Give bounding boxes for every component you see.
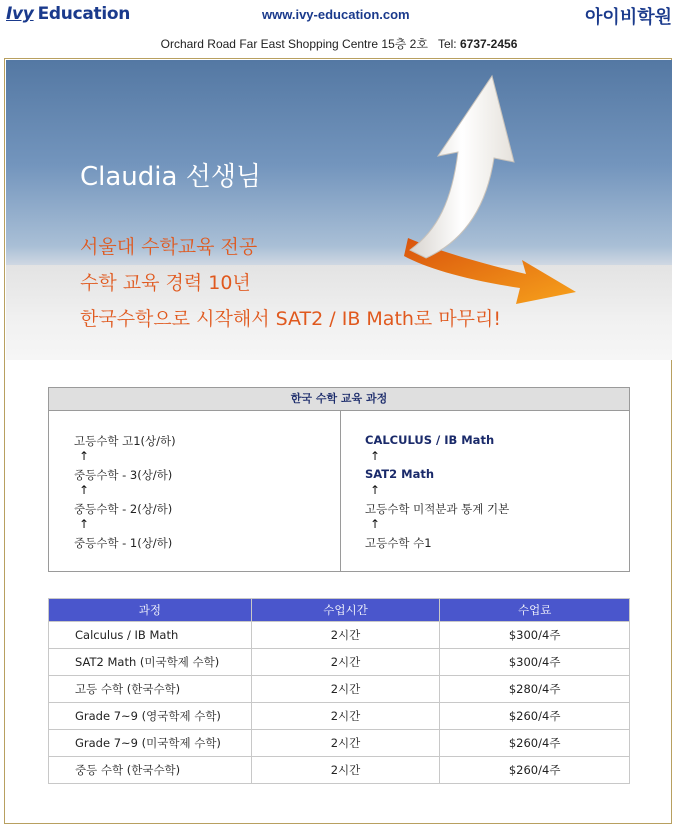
table-row <box>49 730 630 757</box>
fee-cell: $260/4주 <box>440 757 630 784</box>
teacher-name: Claudia 선생님 <box>80 162 262 192</box>
course-item: SAT2 Math <box>365 467 435 481</box>
address-text: Orchard Road Far East Shopping Centre 15층 2호 <box>160 37 428 51</box>
white-arrow-icon <box>410 76 514 258</box>
korean-logo[interactable]: 아이비학원 <box>585 7 672 28</box>
table-row <box>49 649 630 676</box>
hero-line-3: 한국수학으로 시작해서 SAT2 / IB Math로 마무리! <box>80 308 502 330</box>
arrow-up-icon: ↑ <box>79 449 90 463</box>
course-item: 중등수학 - 2(상/하) <box>74 502 173 516</box>
arrow-up-icon: ↑ <box>370 483 381 497</box>
hero-line-2: 수학 교육 경력 10년 <box>80 272 251 294</box>
site-url-link[interactable]: www.ivy-education.com <box>262 7 410 22</box>
course-item: 중등수학 - 1(상/하) <box>74 536 173 550</box>
page-header <box>0 0 678 60</box>
header-tuition: 수업료 <box>440 599 630 622</box>
course-cell: 고등 수학 (한국수학) <box>49 676 252 703</box>
address-line <box>0 35 678 52</box>
table-row <box>49 622 630 649</box>
arrow-up-icon: ↑ <box>79 517 90 531</box>
course-item: CALCULUS / IB Math <box>365 433 495 447</box>
time-cell: 2시간 <box>251 730 440 757</box>
tel-number: 6737-2456 <box>459 37 518 51</box>
course-cell: SAT2 Math (미국학제 수학) <box>49 649 252 676</box>
header-class-time: 수업시간 <box>251 599 440 622</box>
course-path-title: 한국 수학 교육 과정 <box>49 388 629 411</box>
course-item: 고등수학 수1 <box>365 536 432 550</box>
korean-course-column <box>49 411 341 571</box>
fee-table <box>48 598 630 784</box>
table-row <box>49 676 630 703</box>
header-course: 과정 <box>49 599 252 622</box>
course-cell: Grade 7~9 (영국학제 수학) <box>49 703 252 730</box>
arrow-up-icon: ↑ <box>79 483 90 497</box>
fee-cell: $260/4주 <box>440 730 630 757</box>
advanced-course-column <box>341 411 629 571</box>
course-cell: 중등 수학 (한국수학) <box>49 757 252 784</box>
course-item: 고등수학 미적분과 통계 기본 <box>365 502 510 516</box>
course-item: 중등수학 - 3(상/하) <box>74 468 173 482</box>
logo-ivy-text: Ivy <box>6 4 34 24</box>
course-path-box <box>48 387 630 572</box>
time-cell: 2시간 <box>251 649 440 676</box>
time-cell: 2시간 <box>251 757 440 784</box>
fee-cell: $260/4주 <box>440 703 630 730</box>
course-cell: Calculus / IB Math <box>49 622 252 649</box>
arrow-up-icon: ↑ <box>370 449 381 463</box>
fee-cell: $300/4주 <box>440 622 630 649</box>
time-cell: 2시간 <box>251 622 440 649</box>
hero-banner <box>6 60 672 360</box>
course-item: 고등수학 고1(상/하) <box>74 434 176 448</box>
fee-table-header-row <box>49 599 630 622</box>
course-cell: Grade 7~9 (미국학제 수학) <box>49 730 252 757</box>
table-row <box>49 703 630 730</box>
tel-label: Tel: <box>437 37 457 51</box>
time-cell: 2시간 <box>251 703 440 730</box>
fee-cell: $280/4주 <box>440 676 630 703</box>
logo-education-text: Education <box>37 4 131 24</box>
hero-line-1: 서울대 수학교육 전공 <box>80 236 258 258</box>
time-cell: 2시간 <box>251 676 440 703</box>
table-row <box>49 757 630 784</box>
fee-cell: $300/4주 <box>440 649 630 676</box>
arrow-up-icon: ↑ <box>370 517 381 531</box>
ivy-education-logo[interactable] <box>6 4 130 24</box>
